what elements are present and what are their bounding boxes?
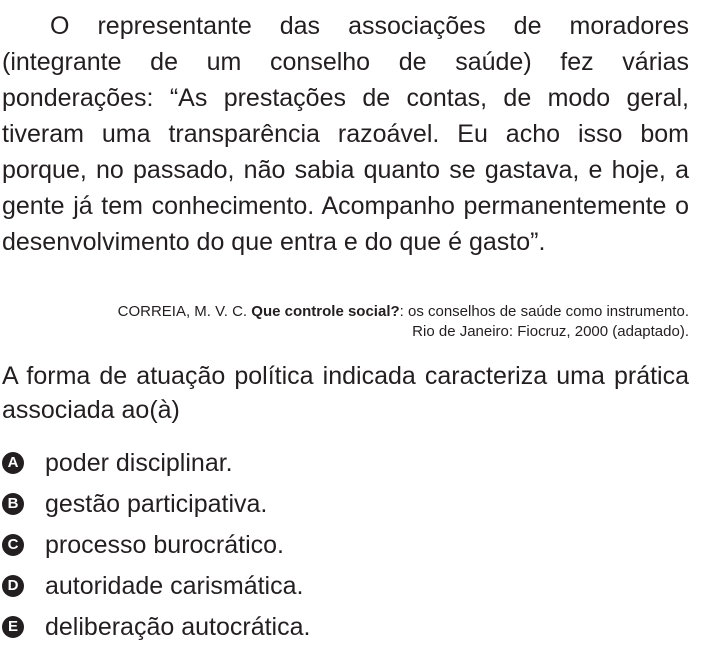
passage-text: O representante das associações de moradores (integrante de um conselho de saúde) fez várias ponderações: “As prestações de contas, de modo geral, tiveram uma transparência razoável. Eu acho isso bom porque, no passado, não sabia quanto se gastava, e hoje, a gente já tem conhecimento. Acompanho permanentemente o desenvolvimento do que entra e do que é gasto”. (2, 12, 689, 256)
option-d[interactable] (2, 565, 689, 606)
citation (9, 302, 689, 342)
question-stem: A forma de atuação política indicada caracteriza uma prática associada ao(à) (2, 362, 689, 424)
citation-author: CORREIA, M. V. C. (117, 303, 248, 320)
citation-title: Que controle social? (251, 303, 400, 320)
option-b-text: gestão participativa. (45, 489, 268, 518)
option-a[interactable] (2, 442, 689, 483)
option-c[interactable] (2, 524, 689, 565)
citation-subtitle: : os conselhos de saúde como instrumento. (399, 303, 689, 320)
option-d-badge: D (2, 575, 24, 597)
option-e[interactable] (2, 606, 689, 647)
option-b-badge: B (2, 493, 24, 515)
answer-options (2, 442, 689, 647)
option-b[interactable] (2, 483, 689, 524)
option-a-text: poder disciplinar. (45, 448, 233, 477)
option-a-badge: A (2, 452, 24, 474)
option-c-text: processo burocrático. (45, 530, 285, 559)
option-c-badge: C (2, 534, 24, 556)
citation-publication: Rio de Janeiro: Fiocruz, 2000 (adaptado). (412, 323, 689, 340)
option-d-text: autoridade carismática. (45, 571, 304, 600)
option-e-text: deliberação autocrática. (45, 612, 311, 641)
option-e-badge: E (2, 616, 24, 638)
